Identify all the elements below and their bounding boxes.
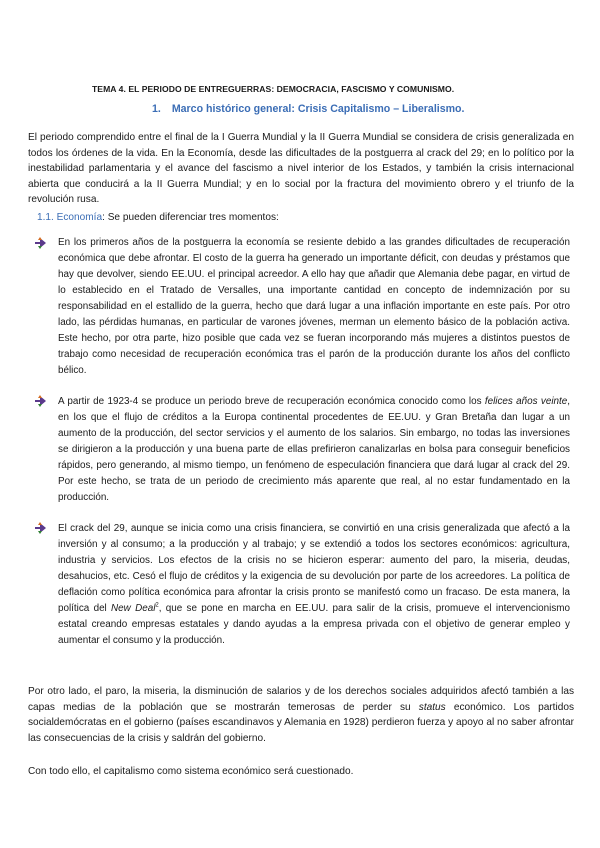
bullet3-text-a: El crack del 29, aunque se inicia como una crisis financiera, se convirtió en una crisis generalizada que afectó a la inversión y al consumo; a la producción y al trabajo; y se extendió a todos los sectores económicos: agricultura, industria y servicios. Los efectos de la crisis no se hicieron esperar: aumento del paro, la miseria, deudas, desahucios, etc. Cesó el flujo de créditos y la exigencia de su devolución por parte de los acreedores. La política de deflación como política económica para afrontar la crisis pronto se manifestó como un fracaso. De esta manera, la política del [58,523,570,614]
document-title: TEMA 4. EL PERIODO DE ENTREGUERRAS: DEMOCRACIA, FASCISMO Y COMUNISMO. [92,84,455,94]
footnote-ref[interactable]: 2 [155,602,159,609]
intro-paragraph: El periodo comprendido entre el final de la I Guerra Mundial y la II Guerra Mundial se considera de crisis generalizada en todos los órdenes de la vida. En la Economía, desde las dificultades de la postguerra al crack del 29; en lo político por la inestabilidad parlamentaria y el avance del fascismo a nivel interior de los Estados, y también la crisis internacional abierta que conducirá a la II Guerra Mundial; y en lo social por la fractura del movimiento obrero y el triunfo de la revolución rusa. [28,132,574,206]
bullet2-text-b: , en los que el flujo de créditos a la Europa continental procedentes de EE.UU. y Gran Bretaña dan lugar a un aumento de la producción, del sector servicios y el aumento de los salarios. Sin embargo, no todas las inversiones se dirigieron a la producción y una buena parte de ellas prefirieron canalizarlas en bolsa para conseguir beneficios rápidos, pero generando, al mismo tiempo, un fenómeno de especulación financiera que dará lugar al crack del 29. Por este hecho, se trata de un periodo de crecimiento más aparente que real, al no estar fundamentado en la producción. [58,396,570,503]
paragraph-2 [28,684,574,746]
arrow-bullet-icon [33,393,49,409]
section-heading [152,103,464,115]
paragraph-3: Con todo ello, el capitalismo como sistema económico será cuestionado. [28,766,354,777]
section-title: Marco histórico general: Crisis Capitalismo – Liberalismo. [171,103,465,115]
bullet3-text-b: , que se pone en marcha en EE.UU. para salir de la crisis, promueve el intervencionismo estatal creando empresas estatales y dando ayudas a la empresa privada con el objetivo de generar empleo y aumentar el consumo y la producción. [58,603,570,646]
para2-text-b: económico. Los partidos socialdemócratas en el gobierno (países escandinavos y Alemania en 1928) perdieron fuerza y apoyo al no saber afrontar las consecuencias de la crisis y saldrán del gobierno. [28,701,574,744]
bullet-paragraph-2 [58,394,570,506]
bullet3-emphasis: New Deal [111,603,156,614]
arrow-bullet-icon [33,235,49,251]
bullet2-text-a: A partir de 1923-4 se produce un periodo breve de recuperación económica conocido como los [58,396,485,407]
bullet-paragraph-1: En los primeros años de la postguerra la economía se resiente debido a las grandes dificultades de recuperación económica que debe afrontar. El costo de la guerra ha generado un importante déficit, con deudas y préstamos que hay que devolver, siendo EE.UU. el principal acreedor. A ello hay que añadir que Alemania debe pagar, en virtud de lo establecido en el Tratado de Versalles, una importante cantidad en concepto de indemnización por su responsabilidad en el estallido de la guerra, hecho que dará lugar a una inflación importante en este país. Por otro lado, las pérdidas humanas, en particular de varones jóvenes, merman un elemento básico de la población activa. Este hecho, por otra parte, hizo posible que cada vez se fueran incorporando más mujeres a distintos puestos de trabajo como necesidad de recuperación económica tras el parón de la producción durante los años del conflicto bélico. [58,237,570,376]
arrow-bullet-icon [33,520,49,536]
para2-emphasis: status [418,701,446,713]
subsection-text: : Se pueden diferenciar tres momentos: [102,212,279,223]
subsection-heading [37,212,279,223]
para2-text-a: Por otro lado, el paro, la miseria, la disminución de salarios y de los derechos sociales adquiridos afectó también a las capas medias de la población que se mostrarán temerosas de perder su [28,686,574,713]
bullet-paragraph-3 [58,521,570,649]
bullet2-emphasis: felices años veinte [484,396,568,407]
subsection-label: 1.1. Economía [37,212,103,223]
section-number: 1. [152,103,161,115]
